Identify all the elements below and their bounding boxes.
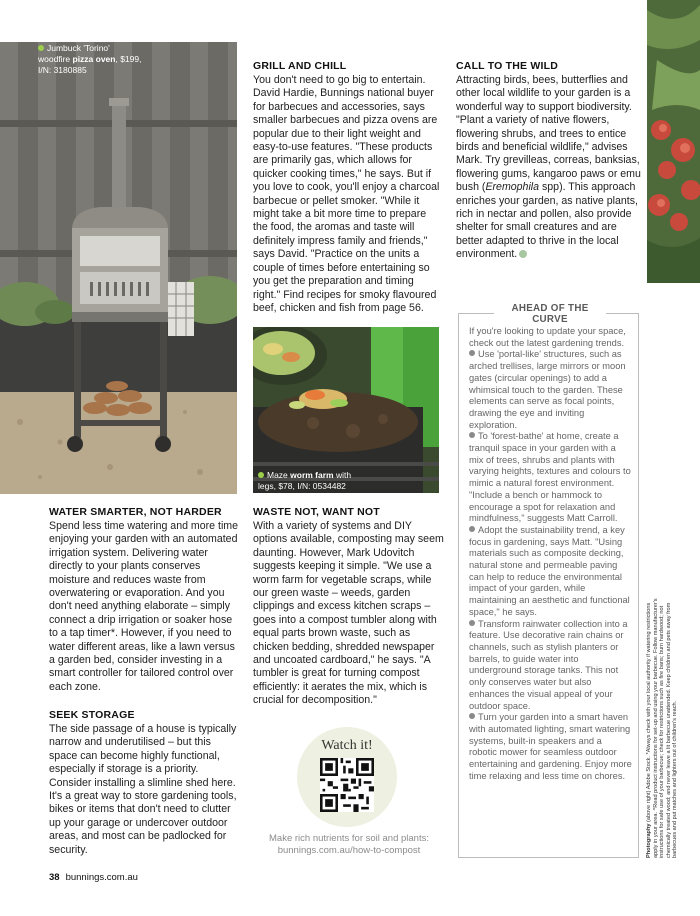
folio-site[interactable]: bunnings.com.au [65, 872, 138, 883]
grill-heading: GRILL AND CHILL [253, 60, 347, 72]
qr-code-icon[interactable] [320, 758, 374, 812]
call-to-the-wild-section [456, 60, 642, 262]
wild-heading: CALL TO THE WILD [456, 60, 558, 72]
seek-storage-section [49, 709, 241, 857]
caption-dot-icon [38, 45, 44, 51]
ahead-intro: If you're looking to update your space, check out the latest gardening trends. [469, 326, 626, 348]
watch-it-badge [297, 727, 397, 827]
water-smarter-section [49, 506, 241, 694]
bullet-icon [469, 620, 475, 626]
page-folio [49, 872, 138, 883]
worm-farm-photo [253, 327, 439, 493]
watch-it-label: Watch it! [321, 738, 373, 753]
bullet-icon [469, 713, 475, 719]
bullet-icon [469, 432, 475, 438]
grill-body: You don't need to go big to entertain. David Hardie, Bunnings national buyer for barbecues and accessories, says smaller barbecues and pizza ovens are popular due to their light weight and easy-to-use features. "These products are primarily gas, which allows for quicker cooking times," he says. But if you love to cook, you'll enjoy a charcoal barbecue or pellet smoker. "While it might take a bit more time to prepare the food, the aromas and taste will definitely impress family and friends," says David. "Practice on the units a couple of times before entertaining so you get the preparation and timing right." Find recipes for smoky flavoured beef, chicken and fish from page 56. [253, 74, 440, 314]
list-item: Adopt the sustainability trend, a key focus in gardening, says Matt. "Using materials such as composite decking, natural stone and permeable paving can help to reduce the environmental impact of your garden, while maintaining an aesthetic and functional space," he says. [469, 524, 630, 617]
pizza-oven-caption: Jumbuck 'Torino' woodfire pizza oven, $199, I/N: 3180885 [38, 43, 142, 75]
list-item: To 'forest-bathe' at home, create a tranquil space in your garden with a mix of trees, shrubs and plants with varying heights, textures and colours to mimic a natural forest environment. "Include a bench or hammock to encourage a spot for relaxation and mindfulness," suggests Matt Carroll. [469, 431, 631, 524]
waste-not-section [253, 506, 445, 708]
photo-credits: Photography (above right) Adobe Stock. *Always check with your local authority if watering restrictions apply in your area. ^Read product instructions for set-up and using your barbecue. Follow manufacturer's instructions for safe use of your barbecue; check for restrictions such as fire bans; burn hardwood; not chemically treated wood; and never leave a lit barbecue unattended. Keep children and pets away from barbecues and put matches and lighters out of children's reach. [646, 598, 679, 858]
caption-dot-icon [258, 472, 264, 478]
storage-heading: SEEK STORAGE [49, 709, 135, 721]
list-item: Use 'portal-like' structures, such as arched trellises, large mirrors or moon gates (circular openings) to add a whimsical touch to the garden. These elements can serve as focal points, drawing the eye and inviting exploration. [469, 349, 626, 430]
water-heading: WATER SMARTER, NOT HARDER [49, 506, 222, 518]
wild-body: Attracting birds, bees, butterflies and other local wildlife to your garden is a wonderful way to support biodiversity. "Plant a variety of native flowers, flowering shrubs, and trees to entice birds and beneficial wildlife," advises Mark. Try grevilleas, correas, banksias, flowering gums, kangaroo paws or emu bush (Eremophila spp). This approach enriches your garden, as native plants, rich in nectar and pollen, also provide shelter for small creatures and are better adapted to thrive in the local environment. [456, 74, 641, 261]
bullet-icon [469, 526, 475, 532]
bullet-icon [469, 350, 475, 356]
grill-and-chill-section [253, 60, 443, 315]
worm-farm-caption: Maze worm farm with legs, $78, I/N: 0534482 [258, 470, 352, 491]
list-item: Transform rainwater collection into a feature. Use decorative rain chains or channels, such as stylish planters or barrels, to guide water into underground storage tanks. This not only conserves water but also enhances the visual appeal of your outdoor space. [469, 618, 628, 711]
ahead-title: AHEAD OF THE CURVE [494, 303, 606, 325]
native-flowers-photo [647, 0, 700, 283]
pizza-oven-photo [0, 42, 237, 494]
waste-heading: WASTE NOT, WANT NOT [253, 506, 380, 518]
end-mark-icon [519, 250, 527, 258]
water-body: Spend less time watering and more time enjoying your garden with an automated irrigation system. Delivering water directly to your plants conserves moisture and reduces waste from overwatering or evaporation. And you don't need anything elaborate – simply connect a drip irrigation or soaker hose to a tap timer*. However, if you need to water different areas, like a lawn versus a garden bed, consider investing in a smart controller for tailored control over each zone. [49, 520, 239, 693]
storage-body: The side passage of a house is typically narrow and underutilised – but this space can become highly functional, especially if storage is a priority. Consider installing a slimline shed here. It's a great way to store gardening tools, bikes or items that don't need to clutter up your garage or undercover outdoor areas, and most can be padlocked for security. [49, 723, 237, 856]
compost-link[interactable]: Make rich nutrients for soil and plants: bunnings.com.au/how-to-compost [269, 833, 429, 856]
waste-body: With a variety of systems and DIY options available, composting may seem daunting. However, Mark Udovitch suggests keeping it simple. "We use a worm farm for vegetable scraps, while our green waste – weeds, garden clippings and excess kitchen scraps – goes into a compost tumbler along with equal parts brown waste, such as chicken bedding, shredded newspaper and uncoated cardboard," he says. "A tumbler is great for turning compost efficiently: it aerates the mix, which is crucial for decomposition." [253, 520, 444, 707]
list-item: Turn your garden into a smart haven with automated lighting, smart watering systems, built-in speakers and a robotic mower for seamless outdoor entertaining and gardening. Enjoy more time relaxing and less time on chores. [469, 712, 632, 781]
ahead-body [469, 326, 632, 782]
page-number: 38 [49, 872, 60, 883]
